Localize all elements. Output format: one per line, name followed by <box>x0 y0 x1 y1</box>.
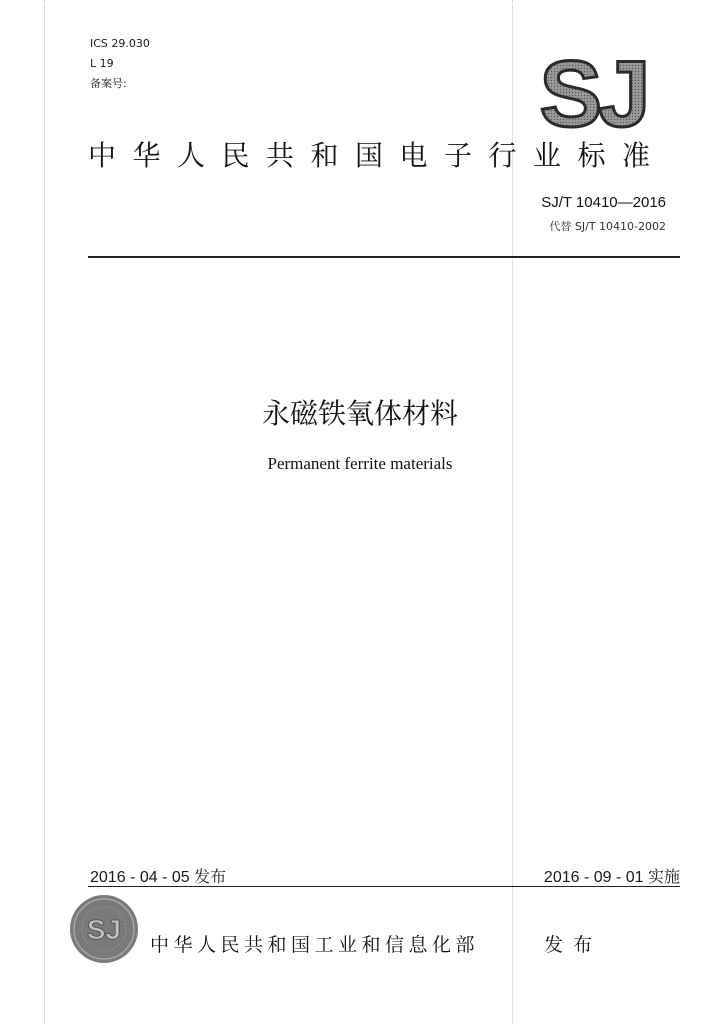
issuing-ministry: 中华人民共和国工业和信息化部 <box>150 934 480 956</box>
footer-divider <box>88 886 680 887</box>
standard-number: SJ/T 10410—2016 <box>541 194 666 211</box>
sj-logo-icon <box>532 52 654 132</box>
document-title-english: Permanent ferrite materials <box>267 454 453 473</box>
header-divider <box>88 256 680 258</box>
ccs-code: L 19 <box>90 57 114 70</box>
seal-lettering: SJ <box>86 914 122 945</box>
classification-block <box>90 34 150 94</box>
replaces-standard: 代替 SJ/T 10410-2002 <box>549 220 666 233</box>
standard-category-title: 中华人民共和国电子行业标准 <box>88 139 667 172</box>
document-title-chinese: 永磁铁氧体材料 <box>261 397 458 430</box>
filing-number-label: 备案号: <box>90 77 127 90</box>
issue-label: 发布 <box>544 934 603 956</box>
publish-date: 2016 - 04 - 05 发布 <box>90 869 227 886</box>
scan-fold-line-left <box>44 0 45 1024</box>
effective-date: 2016 - 09 - 01 实施 <box>543 869 680 886</box>
official-seal-icon <box>68 893 140 965</box>
logo-lettering: SJ <box>539 52 647 132</box>
ics-code: ICS 29.030 <box>90 37 150 50</box>
